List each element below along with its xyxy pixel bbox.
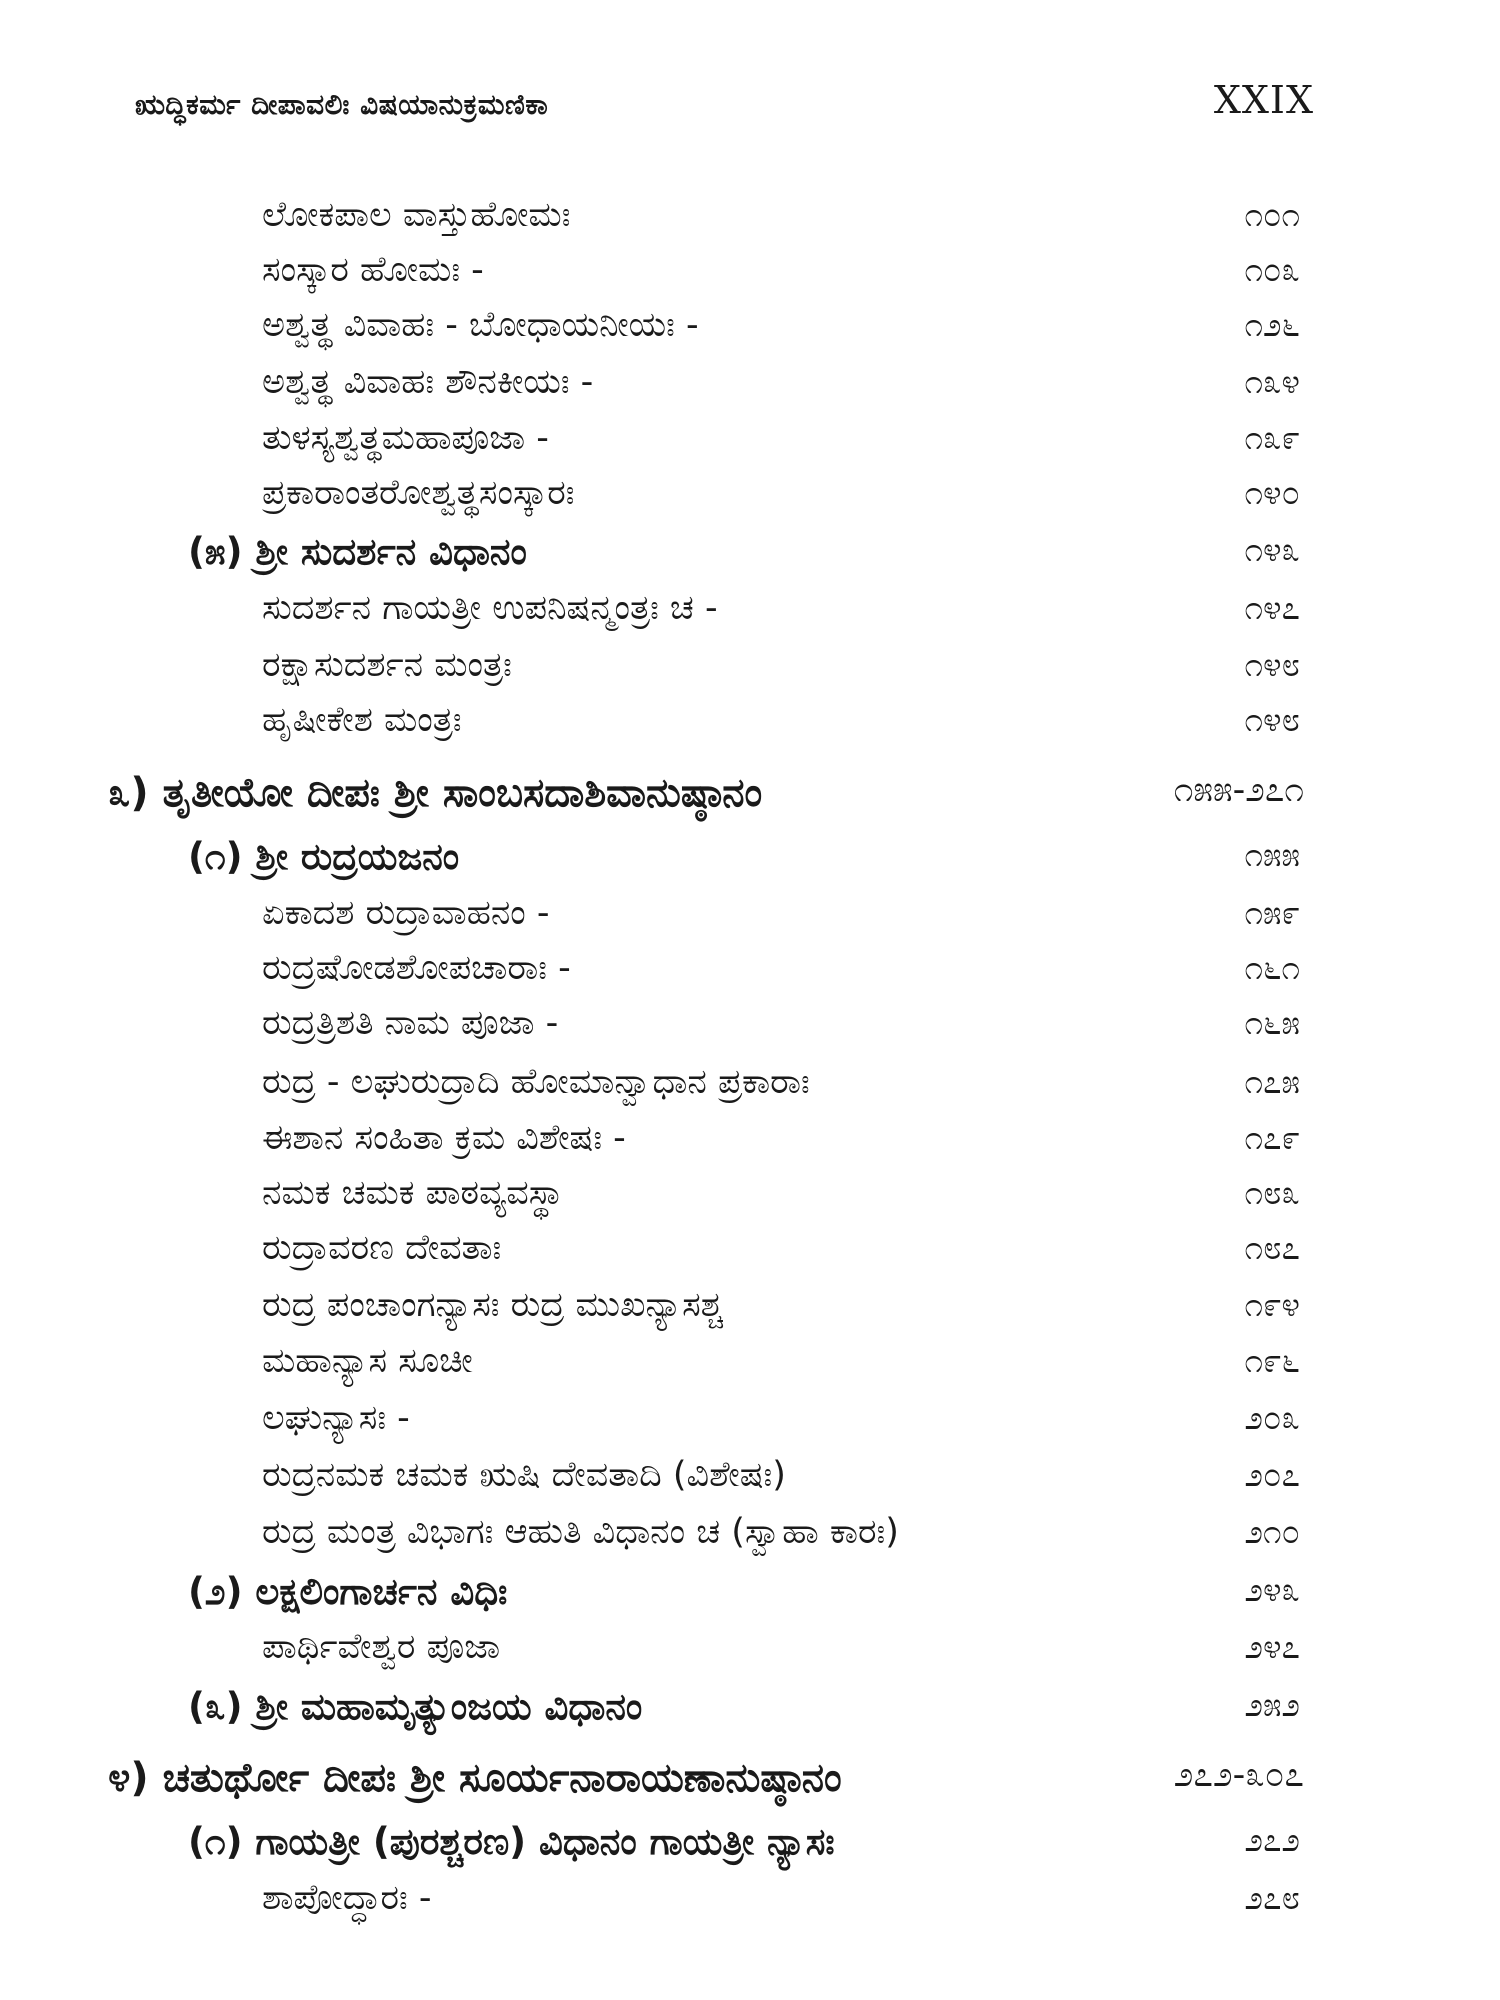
toc-entry-label: ೪) ಚತುರ್ಥೋ ದೀಪಃ ಶ್ರೀ ಸೂರ್ಯನಾರಾಯಣಾನುಷ್ಠಾನಂ (108, 1755, 842, 1801)
toc-entry-page: ೧೦೧ (1244, 195, 1300, 234)
toc-entry-sub (0, 1285, 1500, 1337)
toc-entry-chapter (0, 770, 1500, 822)
toc-entry-sub (0, 1627, 1500, 1679)
toc-entry-label: ಸುದರ್ಶನ ಗಾಯತ್ರೀ ಉಪನಿಷನ್ಮಂತ್ರಃ ಚ - (262, 588, 718, 628)
toc-entry-label: (೧) ಗಾಯತ್ರೀ (ಪುರಶ್ಚರಣ) ವಿಧಾನಂ ಗಾಯತ್ರೀ ನ್ಯಾಸಃ (188, 1820, 835, 1863)
page-number: XXIX (1213, 78, 1314, 122)
toc-entry-page: ೧೨೬ (1244, 305, 1300, 344)
toc-entry-label: ನಮಕ ಚಮಕ ಪಾಠವ್ಯವಸ್ಥಾ (262, 1173, 564, 1213)
toc-entry-sub (0, 1398, 1500, 1450)
toc-entry-sub (0, 1341, 1500, 1393)
toc-entry-label: ರಕ್ಷಾಸುದರ್ಶನ ಮಂತ್ರಃ (262, 645, 512, 685)
toc-entry-label: ತುಳಸ್ಯಶ್ವತ್ಥಮಹಾಪೂಜಾ - (262, 418, 549, 458)
toc-entry-label: ಲಘುನ್ಯಾಸಃ - (262, 1398, 410, 1438)
toc-entry-section (0, 530, 1500, 582)
toc-entry-sub (0, 1455, 1500, 1507)
toc-entry-page: ೨೧೦ (1244, 1512, 1300, 1551)
toc-entry-page: ೧೬೧ (1244, 948, 1300, 987)
toc-entry-page: ೨೪೭ (1244, 1627, 1300, 1666)
toc-entry-label: ರುದ್ರನಮಕ ಚಮಕ ಋಷಿ ದೇವತಾದಿ (ವಿಶೇಷಃ) (262, 1455, 786, 1495)
toc-entry-label: ಅಶ್ವತ್ಥ ವಿವಾಹಃ - ಬೋಧಾಯನೀಯಃ - (262, 305, 699, 345)
toc-entry-sub (0, 700, 1500, 752)
toc-entry-page: ೨೦೩ (1244, 1398, 1300, 1437)
toc-entry-label: ೩) ತೃತೀಯೋ ದೀಪಃ ಶ್ರೀ ಸಾಂಬಸದಾಶಿವಾನುಷ್ಠಾನಂ (108, 770, 763, 816)
toc-entry-page: ೨೭೮ (1244, 1878, 1300, 1917)
toc-entry-label: ಪಾರ್ಥಿವೇಶ್ವರ ಪೂಜಾ (262, 1627, 501, 1667)
toc-entry-page: ೨೪೩ (1244, 1570, 1300, 1609)
toc-entry-label: ರುದ್ರ ಮಂತ್ರ ವಿಭಾಗಃ ಆಹುತಿ ವಿಧಾನಂ ಚ (ಸ್ವಾಹಾ ಕಾರಃ) (262, 1512, 899, 1552)
toc-entry-sub (0, 948, 1500, 1000)
toc-entry-label: ಮಹಾನ್ಯಾಸ ಸೂಚೀ (262, 1341, 473, 1381)
toc-entry-page: ೧೪೮ (1244, 645, 1300, 684)
toc-entry-page: ೧೯೪ (1244, 1285, 1300, 1324)
toc-entry-label: ಲೋಕಪಾಲ ವಾಸ್ತುಹೋಮಃ (262, 195, 571, 235)
toc-entry-page: ೧೦೩ (1244, 250, 1300, 289)
toc-entry-page: ೨೭೨ (1244, 1820, 1300, 1859)
toc-entry-page: ೨೦೭ (1244, 1455, 1300, 1494)
toc-entry-page: ೧೪೭ (1244, 588, 1300, 627)
toc-entry-sub (0, 1003, 1500, 1055)
toc-entry-page: ೧೭೫ (1244, 1062, 1300, 1101)
toc-entry-section (0, 1820, 1500, 1872)
toc-entry-label: (೨) ಲಕ್ಷಲಿಂಗಾರ್ಚನ ವಿಧಿಃ (188, 1570, 508, 1613)
toc-entry-page: ೧೭೯ (1244, 1118, 1300, 1157)
toc-entry-page: ೧೫೫-೨೭೧ (1173, 770, 1304, 810)
toc-entry-section (0, 835, 1500, 887)
toc-entry-label: (೩) ಶ್ರೀ ಮಹಾಮೃತ್ಯುಂಜಯ ವಿಧಾನಂ (188, 1685, 643, 1728)
toc-entry-chapter (0, 1755, 1500, 1807)
toc-entry-sub (0, 473, 1500, 525)
toc-entry-page: ೧೮೩ (1244, 1173, 1300, 1212)
toc-entry-sub (0, 1062, 1500, 1114)
toc-entry-label: ರುದ್ರ ಪಂಚಾಂಗನ್ಯಾಸಃ ರುದ್ರ ಮುಖನ್ಯಾಸಶ್ಚ (262, 1285, 724, 1325)
toc-entry-section (0, 1685, 1500, 1737)
toc-entry-page: ೨೫೨ (1244, 1685, 1300, 1724)
toc-entry-page: ೧೬೫ (1244, 1003, 1300, 1042)
toc-entry-label: ರುದ್ರಾವರಣ ದೇವತಾಃ (262, 1228, 502, 1268)
toc-entry-label: ಏಕಾದಶ ರುದ್ರಾವಾಹನಂ - (262, 893, 550, 933)
toc-entry-sub (0, 1228, 1500, 1280)
toc-entry-page: ೧೫೯ (1244, 893, 1300, 932)
toc-entry-label: ಸಂಸ್ಕಾರ ಹೋಮಃ - (262, 250, 484, 290)
toc-entry-sub (0, 250, 1500, 302)
toc-entry-sub (0, 362, 1500, 414)
toc-entry-sub (0, 1173, 1500, 1225)
toc-entry-sub (0, 305, 1500, 357)
toc-entry-label: ಅಶ್ವತ್ಥ ವಿವಾಹಃ ಶೌನಕೀಯಃ - (262, 362, 594, 402)
toc-entry-page: ೧೪೩ (1244, 530, 1300, 569)
toc-entry-sub (0, 645, 1500, 697)
toc-entry-sub (0, 893, 1500, 945)
toc-entry-page: ೧೯೬ (1244, 1341, 1300, 1380)
toc-entry-sub (0, 1512, 1500, 1564)
toc-entry-page: ೧೩೯ (1244, 418, 1300, 457)
toc-entry-label: ಹೃಷೀಕೇಶ ಮಂತ್ರಃ (262, 700, 462, 740)
toc-entry-label: ಪ್ರಕಾರಾಂತರೋಶ್ವತ್ಥಸಂಸ್ಕಾರಃ (262, 473, 575, 513)
toc-entry-label: ರುದ್ರ - ಲಘುರುದ್ರಾದಿ ಹೋಮಾನ್ವಾಧಾನ ಪ್ರಕಾರಾಃ (262, 1062, 810, 1102)
toc-entry-page: ೧೪೦ (1244, 473, 1300, 512)
toc-entry-page: ೨೭೨-೩೦೭ (1173, 1755, 1304, 1795)
toc-entry-page: ೧೩೪ (1244, 362, 1300, 401)
toc-entry-label: (೫) ಶ್ರೀ ಸುದರ್ಶನ ವಿಧಾನಂ (188, 530, 527, 573)
toc-entry-sub (0, 588, 1500, 640)
toc-entry-sub (0, 1878, 1500, 1930)
toc-entry-page: ೧೫೫ (1244, 835, 1300, 874)
toc-entry-label: ಶಾಪೋದ್ಧಾರಃ - (262, 1878, 432, 1918)
toc-entry-sub (0, 418, 1500, 470)
toc-entry-label: (೧) ಶ್ರೀ ರುದ್ರಯಜನಂ (188, 835, 460, 878)
toc-entry-label: ರುದ್ರತ್ರಿಶತಿ ನಾಮ ಪೂಜಾ - (262, 1003, 559, 1043)
toc-entry-sub (0, 1118, 1500, 1170)
running-header-title: ಋದ್ಧಿಕರ್ಮ ದೀಪಾವಲಿಃ ವಿಷಯಾನುಕ್ರಮಣಿಕಾ (135, 88, 549, 121)
toc-entry-label: ಈಶಾನ ಸಂಹಿತಾ ಕ್ರಮ ವಿಶೇಷಃ - (262, 1118, 626, 1158)
toc-entry-page: ೧೪೮ (1244, 700, 1300, 739)
toc-entry-sub (0, 195, 1500, 247)
toc-entry-section (0, 1570, 1500, 1622)
toc-entry-label: ರುದ್ರಷೋಡಶೋಪಚಾರಾಃ - (262, 948, 571, 988)
toc-entry-page: ೧೮೭ (1244, 1228, 1300, 1267)
